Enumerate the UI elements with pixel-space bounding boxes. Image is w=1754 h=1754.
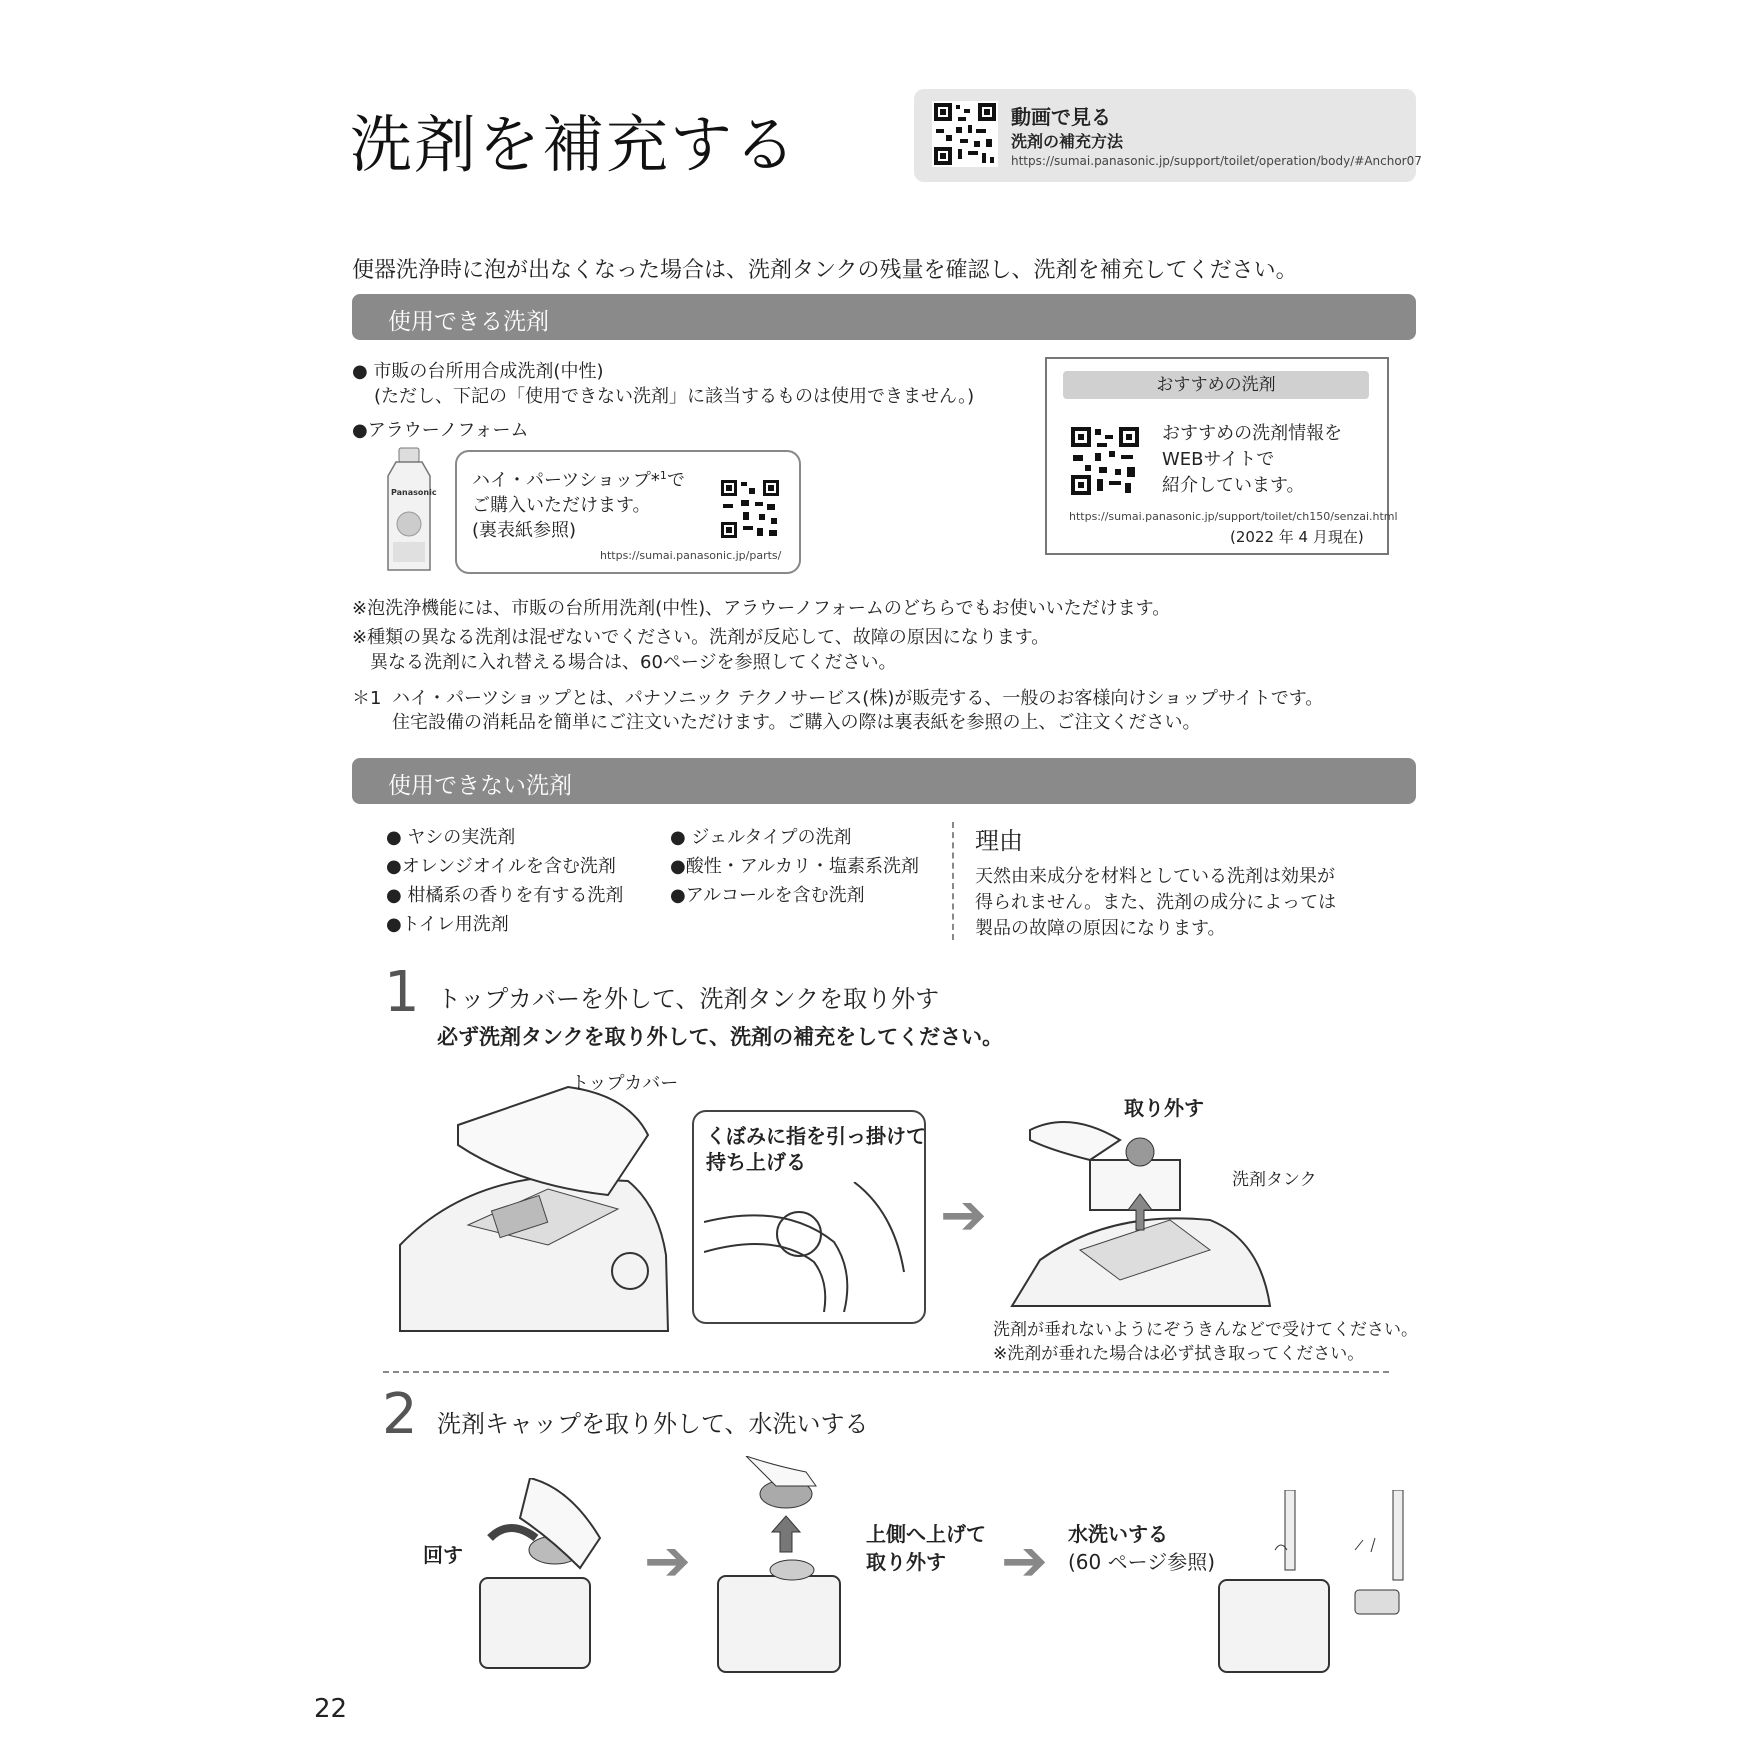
unusable-header: 使用できない洗剤 — [388, 773, 572, 799]
step-2-heading: 洗剤キャップを取り外して、水洗いする — [437, 1410, 869, 1438]
label-lift-1: 上側へ上げて — [866, 1522, 986, 1546]
usable-header-bar — [352, 294, 1416, 340]
page-title: 洗剤を補充する — [350, 108, 799, 181]
qr-code-icon[interactable] — [719, 478, 781, 540]
video-url[interactable]: https://sumai.panasonic.jp/support/toilet/operation/body/#Anchor07 — [1011, 154, 1422, 168]
shop-line-3: (裏表紙参照) — [472, 520, 577, 541]
footnote-line-1: ハイ・パーツショップとは、パナソニック テクノサービス(株)が販売する、一般のお客様向けショップサイトです。 — [392, 688, 1324, 709]
footnote-mark: ＊1 — [352, 688, 382, 709]
arrow-right-icon: ➔ — [644, 1529, 691, 1594]
video-box — [914, 89, 1416, 182]
usable-header: 使用できる洗剤 — [388, 309, 549, 335]
unusable-item: ●酸性・アルカリ・塩素系洗剤 — [670, 856, 919, 877]
page-number: 22 — [314, 1694, 348, 1724]
label-turn: 回す — [423, 1543, 463, 1567]
usable-note-2b: 異なる洗剤に入れ替える場合は、60ページを参照してください。 — [370, 652, 897, 673]
reason-divider — [952, 822, 954, 940]
usable-note-1: ※泡洗浄機能には、市販の台所用洗剤(中性)、アラウーノフォームのどちらでもお使いいただけます。 — [352, 598, 1171, 619]
recommended-line-3: 紹介しています。 — [1162, 475, 1305, 496]
step-1-heading: トップカバーを外して、洗剤タンクを取り外す — [437, 985, 940, 1013]
qr-code-icon[interactable] — [1069, 425, 1141, 497]
usable-item-2: ●アラウーノフォーム — [352, 420, 529, 441]
label-wash: 水洗いする — [1068, 1522, 1168, 1546]
recommended-box — [1045, 357, 1398, 555]
step-2-number: 2 — [382, 1382, 418, 1447]
intro-text: 便器洗浄時に泡が出なくなった場合は、洗剤タンクの残量を確認し、洗剤を補充してください。 — [352, 258, 1298, 283]
recommended-line-1: おすすめの洗剤情報を — [1162, 423, 1343, 444]
bottle-illustration — [384, 446, 434, 574]
step-1-number: 1 — [384, 960, 420, 1025]
label-top-cover: トップカバー — [571, 1073, 679, 1094]
arrow-right-icon: ➔ — [940, 1183, 987, 1248]
unusable-item: ● ヤシの実洗剤 — [386, 827, 516, 848]
unusable-item: ●トイレ用洗剤 — [386, 914, 509, 935]
step-1-note-2: ※洗剤が垂れた場合は必ず拭き取ってください。 — [993, 1344, 1365, 1364]
label-lift-2: 取り外す — [866, 1550, 946, 1574]
wash-illustration — [1215, 1490, 1415, 1676]
callout-line-2: 持ち上げる — [706, 1150, 806, 1174]
reason-title: 理由 — [975, 827, 1023, 855]
cap-turn-illustration — [470, 1478, 620, 1676]
label-remove: 取り外す — [1124, 1096, 1204, 1120]
shop-url[interactable]: https://sumai.panasonic.jp/parts/ — [600, 549, 782, 562]
cap-lift-illustration — [716, 1456, 856, 1678]
recommended-line-2: WEBサイトで — [1162, 449, 1275, 470]
video-heading: 動画で見る — [1011, 105, 1111, 129]
footnote-line-2: 住宅設備の消耗品を簡単にご注文いただけます。ご購入の際は裏表紙を参照の上、ご注文ください。 — [392, 712, 1201, 733]
usable-item-1: ● 市販の台所用合成洗剤(中性) — [352, 361, 604, 382]
bottle-brand: Panasonic — [391, 488, 437, 497]
qr-code-icon[interactable] — [932, 101, 998, 167]
label-wash-ref: (60 ページ参照) — [1068, 1550, 1216, 1574]
step-divider — [383, 1371, 1389, 1373]
unusable-item: ●アルコールを含む洗剤 — [670, 885, 865, 906]
reason-line-3: 製品の故障の原因になります。 — [975, 918, 1226, 939]
shop-line-1: ハイ・パーツショップ*$^1$で — [472, 469, 685, 491]
label-detergent-tank: 洗剤タンク — [1232, 1170, 1317, 1190]
step-1-bold-note: 必ず洗剤タンクを取り外して、洗剤の補充をしてください。 — [437, 1025, 1004, 1049]
recommended-date: (2022 年 4 月現在) — [1230, 528, 1364, 546]
toilet-tank-removal-illustration — [1010, 1110, 1272, 1310]
toilet-top-cover-illustration — [398, 1085, 688, 1333]
callout-line-1: くぼみに指を引っ掛けて — [706, 1124, 926, 1148]
video-subheading: 洗剤の補充方法 — [1011, 132, 1124, 151]
shop-line-2: ご購入いただけます。 — [472, 495, 651, 516]
unusable-item: ● 柑橘系の香りを有する洗剤 — [386, 885, 624, 906]
unusable-item: ● ジェルタイプの洗剤 — [670, 827, 852, 848]
finger-recess-illustration — [704, 1182, 914, 1312]
reason-line-2: 得られません。また、洗剤の成分によっては — [975, 892, 1337, 913]
step-1-note-1: 洗剤が垂れないようにぞうきんなどで受けてください。 — [993, 1320, 1418, 1340]
recommended-url[interactable]: https://sumai.panasonic.jp/support/toilet/ch150/senzai.html — [1069, 510, 1398, 523]
recommended-header: おすすめの洗剤 — [1063, 371, 1369, 399]
reason-line-1: 天然由来成分を材料としている洗剤は効果が — [975, 866, 1335, 887]
unusable-item: ●オレンジオイルを含む洗剤 — [386, 856, 616, 877]
usable-note-2: ※種類の異なる洗剤は混ぜないでください。洗剤が反応して、故障の原因になります。 — [352, 627, 1050, 648]
arrow-right-icon: ➔ — [1001, 1529, 1048, 1594]
usable-item-1-note: (ただし、下記の「使用できない洗剤」に該当するものは使用できません。) — [374, 386, 975, 407]
unusable-header-bar — [352, 758, 1416, 804]
